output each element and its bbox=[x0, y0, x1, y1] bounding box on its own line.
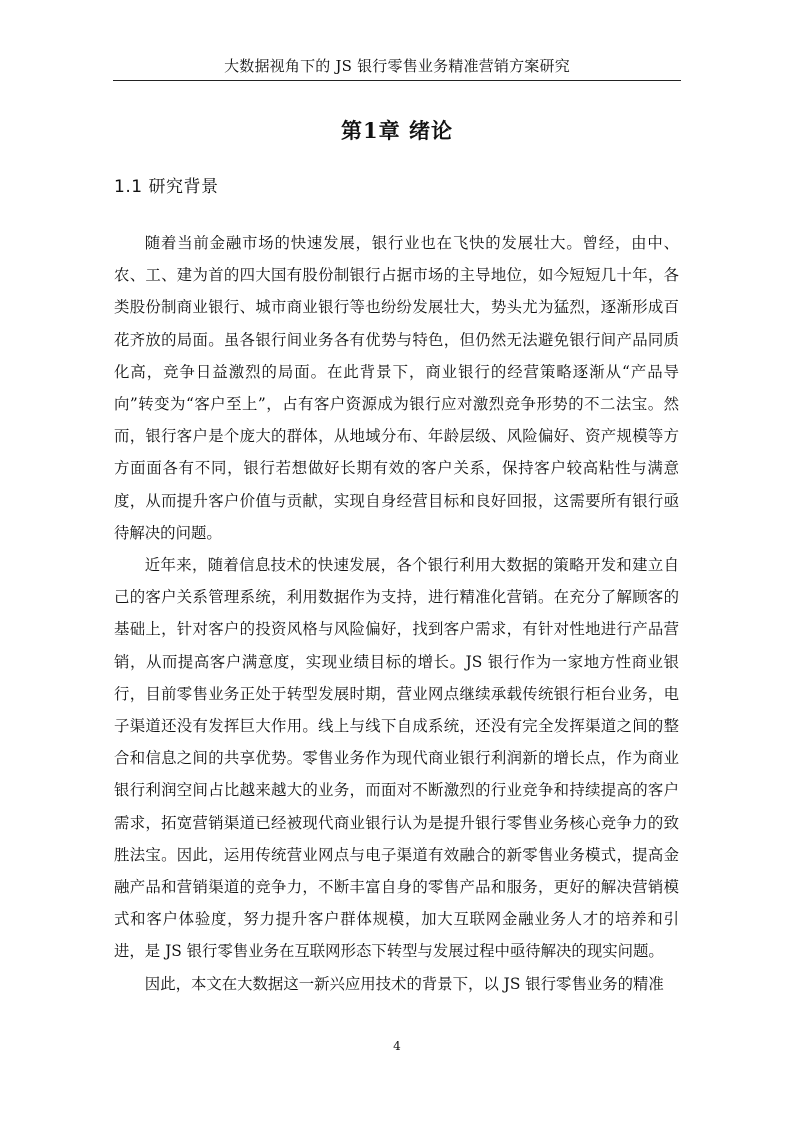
paragraph: 近年来，随着信息技术的快速发展，各个银行利用大数据的策略开发和建立自己的客户关系管理系统，利用数据作为支持，进行精准化营销。在充分了解顾客的基础上，针对客户的投资风格与风险偏好，找到客户需求，有针对性地进行产品营销，从而提高客户满意度，实现业绩目标的增长。JS 银行作为一家地方性商业银行，目前零售业务正处于转型发展时期，营业网点继续承载传统银行柜台业务，电子渠道还没有发挥巨大作用。线上与线下自成系统，还没有完全发挥渠道之间的整合和信息之间的共享优势。零售业务作为现代商业银行利润新的增长点，作为商业银行利润空间占比越来越大的业务，而面对不断激烈的行业竞争和持续提高的客户需求，拓宽营销渠道已经被现代商业银行认为是提升银行零售业务核心竞争力的致胜法宝。因此，运用传统营业网点与电子渠道有效融合的新零售业务模式，提高金融产品和营销渠道的竞争力，不断丰富自身的零售产品和服务，更好的解决营销模式和客户体验度，努力提升客户群体规模，加大互联网金融业务人才的培养和引进，是 JS 银行零售业务在互联网形态下转型与发展过程中亟待解决的现实问题。 bbox=[114, 556, 679, 961]
paragraph: 因此，本文在大数据这一新兴应用技术的背景下，以 JS 银行零售业务的精准 bbox=[144, 974, 664, 993]
body-text bbox=[114, 227, 679, 1000]
running-header: 大数据视角下的 JS 银行零售业务精准营销方案研究 bbox=[224, 57, 570, 75]
paragraph: 随着当前金融市场的快速发展，银行业也在飞快的发展壮大。曾经，由中、农、工、建为首的四大国有股份制银行占据市场的主导地位，如今短短几十年，各类股份制商业银行、城市商业银行等也纷纷发展壮大，势头尤为猛烈，逐渐形成百花齐放的局面。虽各银行间业务各有优势与特色，但仍然无法避免银行间产品同质化高，竞争日益激烈的局面。在此背景下，商业银行的经营策略逐渐从“产品导向”转变为“客户至上”，占有客户资源成为银行应对激烈竞争形势的不二法宝。然而，银行客户是个庞大的群体，从地域分布、年龄层级、风险偏好、资产规模等方方面面各有不同，银行若想做好长期有效的客户关系，保持客户较高粘性与满意度，从而提升客户价值与贡献，实现自身经营目标和良好回报，这需要所有银行亟待解决的问题。 bbox=[114, 234, 679, 542]
section-heading: 1.1 研究背景 bbox=[114, 177, 219, 197]
chapter-title: 第1章 绪论 bbox=[341, 118, 453, 143]
header-divider bbox=[113, 80, 681, 81]
page-number: 4 bbox=[393, 1039, 401, 1053]
